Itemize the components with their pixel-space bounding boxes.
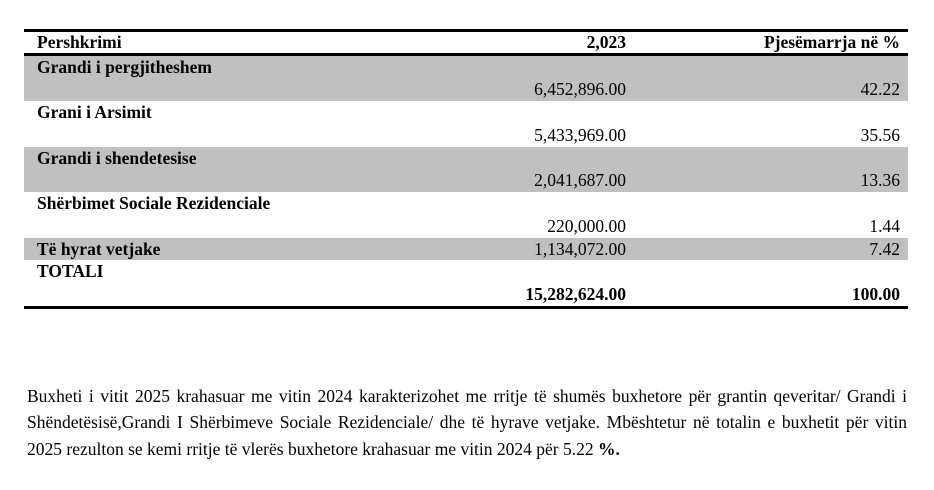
cell-description (24, 192, 464, 238)
row-label: Të hyrat vetjake (37, 238, 161, 259)
row-spacer (24, 169, 464, 192)
summary-paragraph (27, 383, 907, 463)
row-spacer (24, 78, 464, 101)
row-spacer (464, 101, 690, 124)
row-spacer (464, 56, 690, 79)
row-percent: 7.42 (869, 238, 900, 259)
column-header-share: Pjesëmarrja në % (763, 32, 900, 52)
table-header-row (24, 32, 908, 53)
row-spacer (24, 215, 464, 238)
cell-value (464, 192, 690, 238)
table-row (24, 238, 908, 261)
row-percent: 100.00 (851, 284, 900, 305)
budget-table (24, 32, 908, 53)
table-header (24, 32, 908, 53)
table-row (24, 101, 908, 147)
row-spacer (464, 147, 690, 170)
cell-percent (690, 147, 908, 193)
cell-description (24, 101, 464, 147)
row-spacer (690, 260, 908, 283)
row-percent: 1.44 (869, 215, 900, 236)
cell-value (464, 56, 690, 102)
row-value: 1,134,072.00 (534, 238, 626, 259)
row-value: 2,041,687.00 (534, 170, 626, 191)
row-spacer (24, 124, 464, 147)
row-spacer (464, 260, 690, 283)
row-label: Grandi i pergjitheshem (37, 56, 212, 77)
row-label: TOTALI (37, 261, 104, 282)
column-header-year: 2,023 (586, 32, 626, 52)
cell-value (464, 260, 690, 306)
row-spacer (690, 56, 908, 79)
cell-percent (690, 101, 908, 147)
cell-percent (690, 238, 908, 261)
cell-value (464, 147, 690, 193)
row-value: 6,452,896.00 (534, 79, 626, 100)
table-row (24, 56, 908, 102)
row-spacer (690, 147, 908, 170)
row-spacer (690, 101, 908, 124)
row-value: 220,000.00 (547, 215, 626, 236)
paragraph-bold-percent: %. (598, 438, 620, 459)
row-percent: 35.56 (860, 124, 900, 145)
column-header-description: Pershkrimi (37, 32, 122, 52)
cell-percent (690, 56, 908, 102)
cell-percent (690, 260, 908, 306)
cell-description (24, 260, 464, 306)
row-label: Grani i Arsimit (37, 102, 152, 123)
row-spacer (24, 283, 464, 306)
row-spacer (464, 192, 690, 215)
row-label: Shërbimet Sociale Rezidenciale (37, 193, 271, 214)
row-percent: 42.22 (860, 79, 900, 100)
cell-percent (690, 192, 908, 238)
cell-description (24, 56, 464, 102)
table-bottom-rule (24, 306, 908, 309)
table-row (24, 260, 908, 306)
cell-value (464, 238, 690, 261)
row-percent: 13.36 (860, 170, 900, 191)
budget-table-container (24, 29, 908, 309)
cell-description (24, 147, 464, 193)
table-row (24, 192, 908, 238)
row-label: Grandi i shendetesise (37, 147, 197, 168)
row-value: 5,433,969.00 (534, 124, 626, 145)
cell-value (464, 101, 690, 147)
paragraph-text: Buxheti i vitit 2025 krahasuar me vitin 2024 karakterizohet me rritje të shumës buxhetore për grantin qeveritar/ Grandi i Shëndetësisë,Grandi I Shërbimeve Sociale Rezidenciale/ dhe të hyrave vetjake. Mbështetur në totalin e buxhetit për vitin 2025 rezulton se kemi rritje të vlerës buxhetore krahasuar me vitin 2024 për 5.22 (27, 385, 907, 459)
cell-description (24, 238, 464, 261)
table-body (24, 56, 908, 306)
row-value: 15,282,624.00 (525, 284, 626, 305)
budget-table-body (24, 56, 908, 306)
table-row (24, 147, 908, 193)
row-spacer (690, 192, 908, 215)
